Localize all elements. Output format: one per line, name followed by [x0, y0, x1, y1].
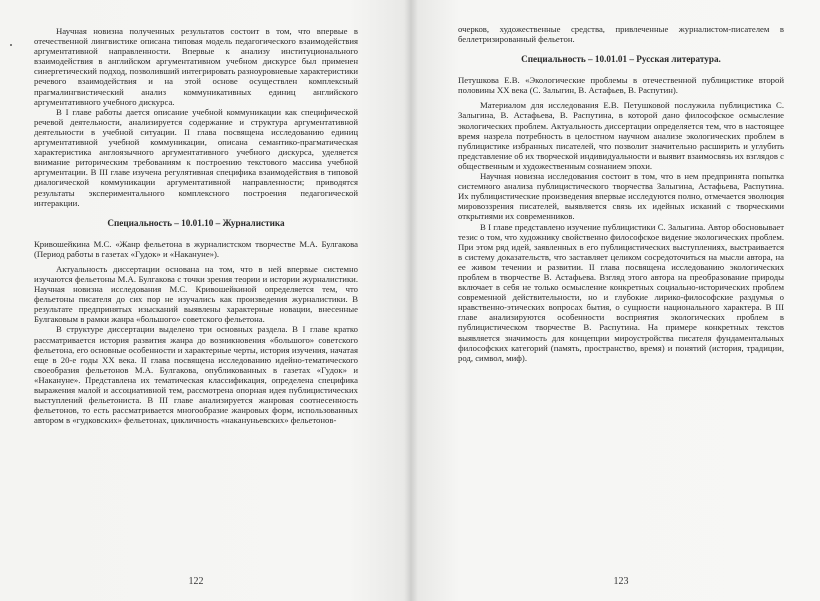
paragraph-continuation: очерков, художественные средства, привлеченные журналистом-писателем в беллетризированный фельетон. [458, 24, 784, 45]
specialty-heading: Специальность – 10.01.01 – Русская литература. [521, 54, 721, 65]
citation-petushkova: Петушкова Е.В. «Экологические проблемы в отечественной публицистике второй половины XX века (С. Залыгин, В. Астафьев, В. Распутин). [458, 75, 784, 96]
page-number: 123 [613, 576, 629, 587]
paragraph-chapters: В I главе работы дается описание учебной коммуникации как специфической речевой деятельности, анализируется содержание и структура аргументативной деятельности в учебной ситуации. II глава посвящена исследованию единиц аргументативной учебной коммуникации, описана семантико-прагматическая характеристика англоязычного аргументативного учебного дискурса, уделяется внимание риторическим требованиям к построению текстового массива учебной аргументации. В III главе изучена регулятивная специфика взаимодействия в типовой диалогической коммуникации аргументативной направленности; приводятся результаты экспериментального комплексного построения педагогической интеракции. [34, 106, 358, 208]
speck-mark [10, 44, 12, 46]
paragraph-structure: В структуре диссертации выделено три основных раздела. В I главе кратко рассматривается история развития жанра до возникновения «большого» советского фельетона, его основные особенности и характерные черты, история изучения, начатая еще в 20-е годы XX века. II глава посвящена исследованию идейно-тематического своеобразия фельетонов М.А. Булгакова, опубликованных в газетах «Гудок» и «Накануне». Представлена их тематическая классификация, определена специфика выражения малой и ассоциативной тем, рассмотрена опорная идея публицистических выступлений фельетониста. В III главе анализируется жанровая соотнесенность фельетонов, то есть рассматривается многообразие жанровых форм, использованных автором в «гудковских» фельетонах, цикличность «накануньевских» фельетонов- [34, 324, 358, 426]
specialty-heading: Специальность – 10.01.10 – Журналистика [107, 217, 285, 228]
citation-krivosheikina: Кривошейкина М.С. «Жанр фельетона в журналистском творчестве М.А. Булгакова (Период работы в газетах «Гудок» и «Накануне»). [34, 238, 358, 259]
paragraph-relevance: Актуальность диссертации основана на том, что в ней впервые системно изучаются фельетоны М.А. Булгакова с точки зрения теории и истории журналистики. Научная новизна исследования М.С. Кривошейкиной определяется тем, что фельетоны писателя до сих пор не изучались как произведения журналистики. В результате предпринятых изысканий выявлены характерные новации, внесенные Булгаковым в рамки жанра «большого» советского фельетона. [34, 263, 358, 325]
paragraph-novelty: Научная новизна полученных результатов состоит в том, что впервые в отечественной лингвистике описана типовая модель педагогического взаимодействия аргументативной направленности. Впервые к анализу институционального взаимодействия в английском аргументативном учебном дискурсе был применен синергетический подход, позволивший интегрировать разноуровневые характеристики речевого взаимодействия и на этой основе осуществлен комплексный прагмалингвистический анализ коммуникативных единиц английского аргументативного учебного дискурса. [34, 26, 358, 107]
paragraph-material: Материалом для исследования Е.В. Петушковой послужила публицистика С. Залыгина, В. Астафьева, В. Распутина, в которой дано философское осмысление экологических проблем. Актуальность диссертации определяется тем, что в настоящее время назрела потребность в целостном научном анализе экологических проблем в публицистике избранных писателей, что позволит значительно расширить и углубить представление об их творческой индивидуальности и выявит взаимосвязь их взглядов с общественным и художественным сознанием эпохи. [458, 100, 784, 171]
right-page [410, 0, 820, 601]
book-gutter [404, 0, 418, 601]
paragraph-novelty: Научная новизна исследования состоит в том, что в нем предпринята попытка системного анализа публицистического творчества Залыгина, Астафьева, Распутина. Их публицистические произведения впервые исследуются полно, отмечается эволюция мировоззрения писателей, выявляется связь их идейных исканий с творческими открытиями их современников. [458, 171, 784, 222]
page-number: 122 [188, 576, 204, 587]
paragraph-chapters: В I главе представлено изучение публицистики С. Залыгина. Автор обосновывает тезис о том, что художнику свойственно философское видение экологических проблем. При этом ряд идей, заявленных в его публицистических выступлениях, выстраивается в систему доказательств, что заставляет целиком сосредоточиться на мысли автора, на ее живом течении и развитии. II глава посвящена исследованию экологических проблем в творчестве В. Астафьева. Взгляд этого автора на преобразование природы включает в себя не только осмысление конкретных социально-исторических проблем современной действительности, но и глубокие лирико-философские раздумья о нравственно-этических вопросах бытия, о сущности национального характера. В III главе анализируются особенности восприятия экологических проблем в публицистическом творчестве В. Распутина. На примере конкретных текстов выявляется значимость для концепции мироустройства писателя фундаментальных философских категорий (память, пространство, время) и понятий (история, традиции, род, символ, миф). [458, 221, 784, 363]
